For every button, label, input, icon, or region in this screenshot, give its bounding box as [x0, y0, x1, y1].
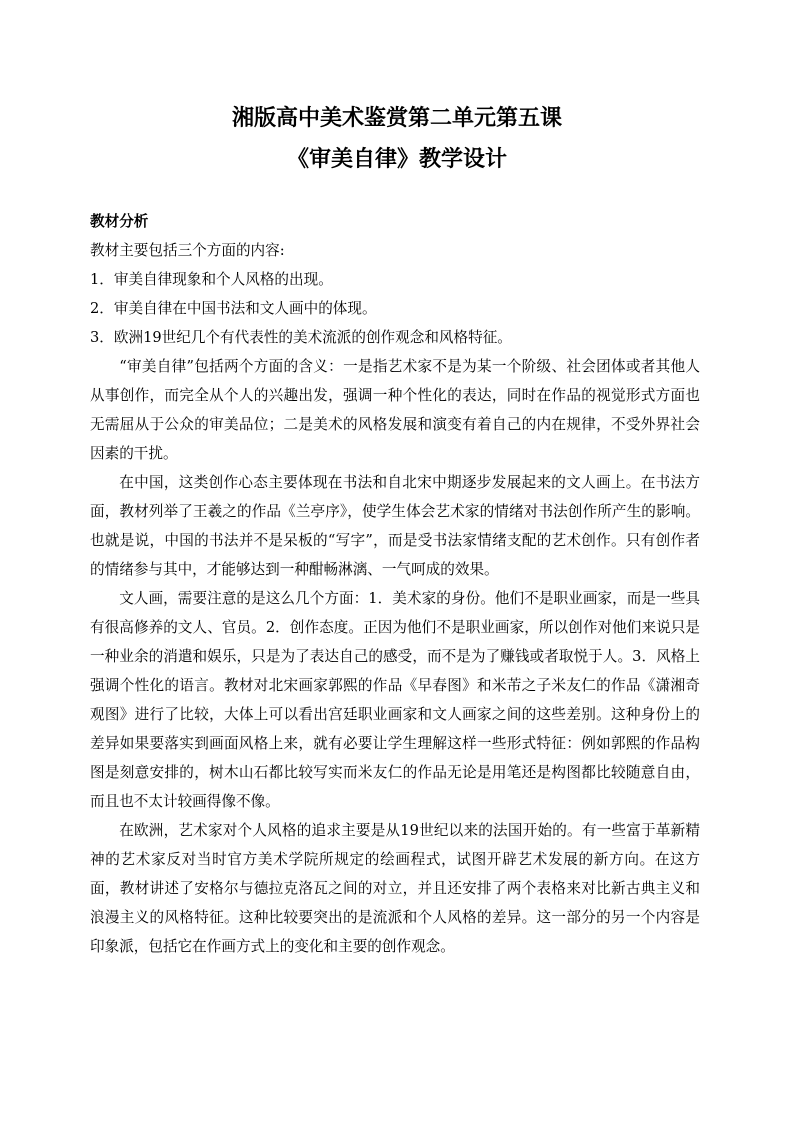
- document-body: [90, 200, 700, 961]
- section-heading: 教材分析: [90, 213, 149, 230]
- document-subtitle: 《审美自律》教学设计: [286, 147, 507, 172]
- list-item: 3．欧洲19世纪几个有代表性的美术流派的创作观念和风格特征。: [90, 329, 512, 346]
- intro-text: 教材主要包括三个方面的内容:: [90, 242, 285, 259]
- paragraph: 文人画，需要注意的是这么几个方面：1．美术家的身份。他们不是职业画家，而是一些具有很高修养的文人、官员。2．创作态度。正因为他们不是职业画家，所以创作对他们来说只是一种业余的消遣和娱乐，只是为了表达自己的感受，而不是为了赚钱或者取悦于人。3．风格上强调个性化的语言。教材对北宋画家郭熙的作品《早春图》和米芾之子米友仁的作品《潇湘奇观图》进行了比较，大体上可以看出宫廷职业画家和文人画家之间的这些差别。这种身份上的差异如果要落实到画面风格上来，就有必要让学生理解这样一些形式特征：例如郭熙的作品构图是刻意安排的，树木山石都比较写实而米友仁的作品无论是用笔还是构图都比较随意自由，而且也不太计较画得像不像。: [90, 590, 700, 810]
- paragraph: 在欧洲，艺术家对个人风格的追求主要是从19世纪以来的法国开始的。有一些富于革新精神的艺术家反对当时官方美术学院所规定的绘画程式，试图开辟艺术发展的新方向。在这方面，教材讲述了安格尔与德拉克洛瓦之间的对立，并且还安排了两个表格来对比新古典主义和浪漫主义的风格特征。这种比较要突出的是流派和个人风格的差异。这一部分的另一个内容是印象派，包括它在作画方式上的变化和主要的创作观念。: [90, 822, 700, 955]
- paragraph: 在中国，这类创作心态主要体现在书法和自北宋中期逐步发展起来的文人画上。在书法方面，教材列举了王羲之的作品《兰亭序》，使学生体会艺术家的情绪对书法创作所产生的影响。也就是说，中国的书法并不是呆板的“写字”，而是受书法家情绪支配的艺术创作。只有创作者的情绪参与其中，才能够达到一种酣畅淋漓、一气呵成的效果。: [90, 474, 700, 578]
- list-item: 2．审美自律在中国书法和文人画中的体现。: [90, 300, 377, 317]
- list-item: 1．审美自律现象和个人风格的出现。: [90, 271, 333, 288]
- document-title: 湘版高中美术鉴赏第二单元第五课: [231, 106, 562, 131]
- paragraph: “审美自律”包括两个方面的含义：一是指艺术家不是为某一个阶级、社会团体或者其他人从事创作，而完全从个人的兴趣出发，强调一种个性化的表达，同时在作品的视觉形式方面也无需屈从于公众的审美品位；二是美术的风格发展和演变有着自己的内在规律，不受外界社会因素的干扰。: [90, 358, 700, 462]
